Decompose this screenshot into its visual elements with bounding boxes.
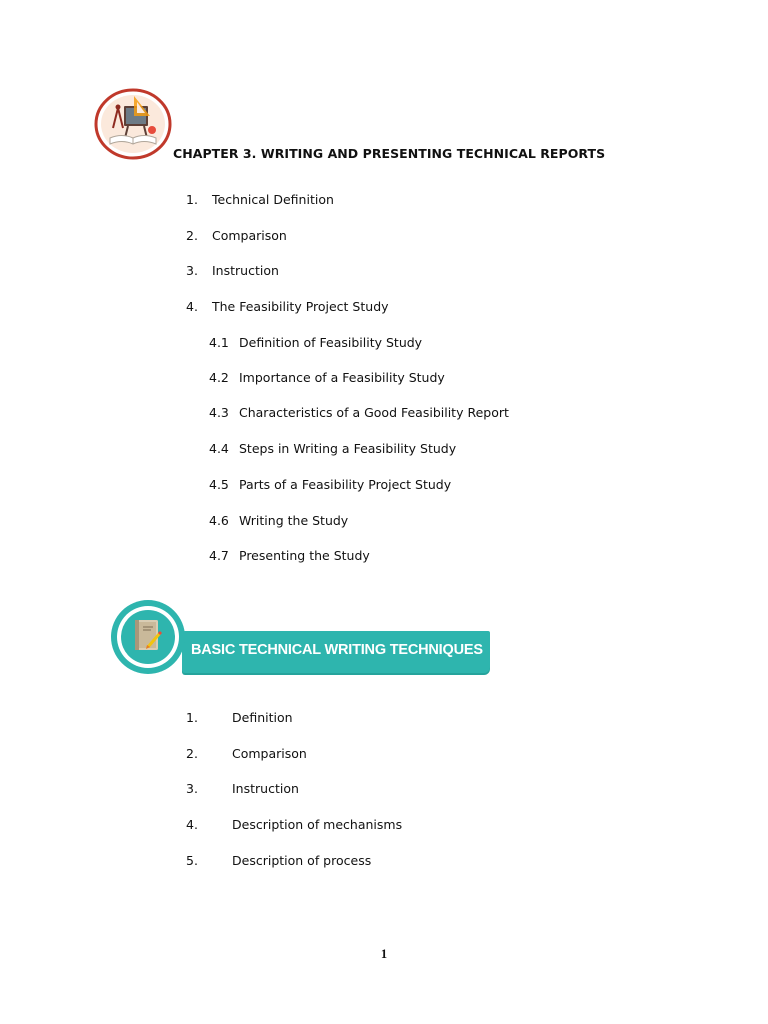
chapter-title: CHAPTER 3. WRITING AND PRESENTING TECHNICAL REPORTS xyxy=(173,146,606,161)
item-number: 5. xyxy=(186,853,198,868)
subitem-label: Importance of a Feasibility Study xyxy=(239,370,445,385)
classroom-emblem-icon xyxy=(94,88,172,160)
subitem-label: Characteristics of a Good Feasibility Report xyxy=(239,405,509,420)
subitem-number: 4.7 xyxy=(209,548,229,563)
item-number: 4. xyxy=(186,817,198,832)
subitem-label: Parts of a Feasibility Project Study xyxy=(239,477,452,492)
item-label: Definition xyxy=(232,710,293,725)
item-number: 2. xyxy=(186,746,198,761)
item-number: 1. xyxy=(186,710,198,725)
subitem-label: Writing the Study xyxy=(239,513,349,528)
subitem-label: Presenting the Study xyxy=(239,548,370,563)
subitem-label: Definition of Feasibility Study xyxy=(239,335,423,350)
subitem-number: 4.5 xyxy=(209,477,229,492)
page-number: 1 xyxy=(380,947,388,961)
item-number: 1. xyxy=(186,192,198,207)
subitem-number: 4.1 xyxy=(209,335,229,350)
subitem-number: 4.2 xyxy=(209,370,229,385)
subitem-number: 4.4 xyxy=(209,441,229,456)
item-number: 3. xyxy=(186,781,198,796)
item-number: 2. xyxy=(186,228,198,243)
subitem-number: 4.3 xyxy=(209,405,229,420)
item-label: Instruction xyxy=(212,263,279,278)
item-number: 4. xyxy=(186,299,198,314)
notebook-icon xyxy=(110,599,186,675)
subitem-label: Steps in Writing a Feasibility Study xyxy=(239,441,457,456)
section-title: BASIC TECHNICAL WRITING TECHNIQUES xyxy=(191,642,483,658)
item-label: Technical Definition xyxy=(212,192,334,207)
item-number: 3. xyxy=(186,263,198,278)
item-label: Instruction xyxy=(232,781,299,796)
item-label: Description of mechanisms xyxy=(232,817,403,832)
subitem-number: 4.6 xyxy=(209,513,229,528)
item-label: The Feasibility Project Study xyxy=(212,299,389,314)
item-label: Comparison xyxy=(212,228,287,243)
item-label: Comparison xyxy=(232,746,307,761)
item-label: Description of process xyxy=(232,853,372,868)
